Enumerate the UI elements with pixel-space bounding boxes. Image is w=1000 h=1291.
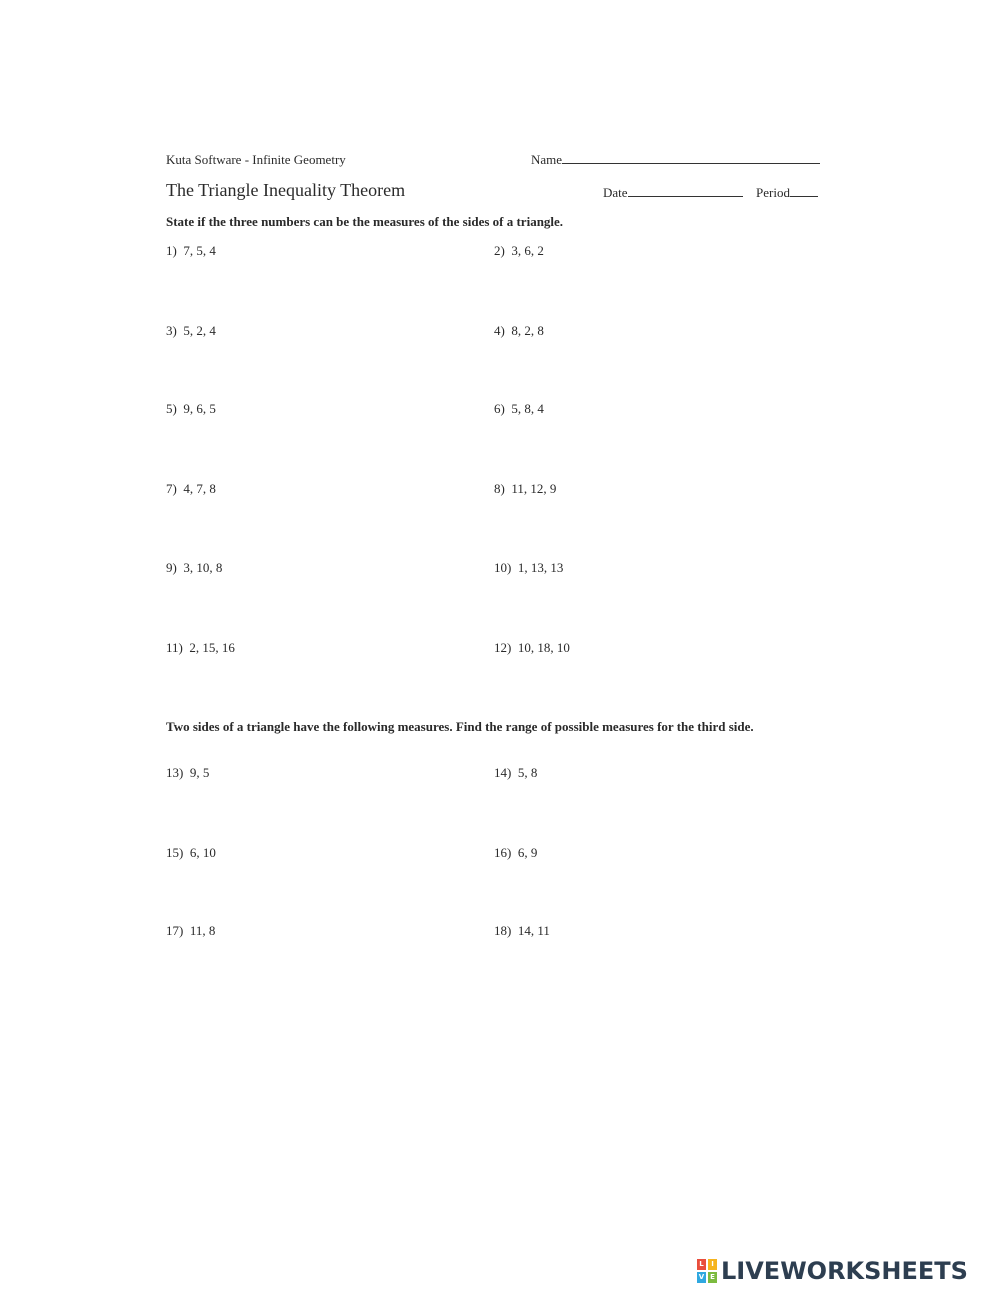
- problem-values: 3, 10, 8: [183, 560, 223, 575]
- date-field[interactable]: [603, 185, 743, 201]
- section1-instruction: State if the three numbers can be the measures of the sides of a triangle.: [166, 214, 564, 229]
- logo-mark-icon: [697, 1259, 717, 1283]
- problem-item: [166, 323, 216, 339]
- problem-item: [166, 560, 222, 576]
- name-label: Name: [531, 152, 563, 167]
- problem-number: 10): [494, 560, 512, 575]
- problem-values: 7, 5, 4: [183, 243, 216, 258]
- logo-letter: L: [697, 1259, 706, 1270]
- problem-number: 5): [166, 401, 177, 416]
- problem-item: [494, 560, 563, 576]
- problem-values: 4, 7, 8: [183, 481, 216, 496]
- problem-number: 9): [166, 560, 177, 575]
- problem-item: [166, 401, 216, 417]
- problem-values: 2, 15, 16: [189, 640, 235, 655]
- logo-letter: E: [708, 1272, 717, 1283]
- problem-item: [166, 765, 209, 781]
- date-label: Date: [603, 185, 628, 200]
- problem-values: 9, 5: [189, 765, 210, 780]
- problem-item: [494, 845, 537, 861]
- problem-number: 18): [494, 923, 512, 938]
- section2-instruction: Two sides of a triangle have the following measures. Find the range of possible measures for the third side.: [166, 719, 754, 734]
- logo-letter: V: [698, 1273, 705, 1281]
- logo-letter: I: [708, 1259, 717, 1270]
- problem-number: 2): [494, 243, 505, 258]
- problem-number: 3): [166, 323, 177, 338]
- period-line: [790, 185, 818, 197]
- problem-values: 8, 2, 8: [511, 323, 544, 338]
- problem-values: 5, 8, 4: [511, 401, 544, 416]
- problem-values: 5, 8: [517, 765, 538, 780]
- problem-number: 13): [166, 765, 184, 780]
- problem-number: 16): [494, 845, 512, 860]
- problem-item: [494, 923, 550, 939]
- period-label: Period: [756, 185, 790, 200]
- name-line: [562, 152, 820, 164]
- problem-values: 3, 6, 2: [511, 243, 544, 258]
- problem-number: 15): [166, 845, 184, 860]
- problem-item: [166, 845, 216, 861]
- problem-number: 12): [494, 640, 512, 655]
- problem-number: 14): [494, 765, 512, 780]
- date-line: [628, 185, 743, 197]
- problem-item: [494, 243, 544, 259]
- problem-values: 9, 6, 5: [183, 401, 216, 416]
- period-field[interactable]: [756, 185, 818, 201]
- problem-values: 1, 13, 13: [517, 560, 564, 575]
- problem-values: 6, 10: [189, 845, 216, 860]
- problem-number: 4): [494, 323, 505, 338]
- liveworksheets-logo[interactable]: [697, 1256, 968, 1286]
- name-field[interactable]: [531, 152, 820, 168]
- problem-item: [494, 481, 556, 497]
- worksheet-title: The Triangle Inequality Theorem: [166, 180, 406, 200]
- problem-number: 6): [494, 401, 505, 416]
- problem-item: [494, 640, 570, 656]
- problem-values: 6, 9: [517, 845, 538, 860]
- problem-values: 5, 2, 4: [183, 323, 216, 338]
- problem-values: 10, 18, 10: [517, 640, 570, 655]
- publisher-label: Kuta Software - Infinite Geometry: [166, 152, 346, 167]
- problem-number: 8): [494, 481, 505, 496]
- problem-number: 1): [166, 243, 177, 258]
- problem-item: [166, 640, 235, 656]
- problem-values: 11, 12, 9: [511, 481, 557, 496]
- brand-name: LIVEWORKSHEETS: [721, 1257, 968, 1285]
- problem-item: [166, 243, 216, 259]
- problem-item: [166, 923, 215, 939]
- problem-item: [494, 765, 537, 781]
- problem-values: 11, 8: [189, 923, 216, 938]
- problem-item: [494, 401, 544, 417]
- problem-values: 14, 11: [517, 923, 550, 938]
- problem-item: [494, 323, 544, 339]
- problem-number: 11): [166, 640, 183, 655]
- problem-number: 17): [166, 923, 184, 938]
- problem-number: 7): [166, 481, 177, 496]
- problem-item: [166, 481, 216, 497]
